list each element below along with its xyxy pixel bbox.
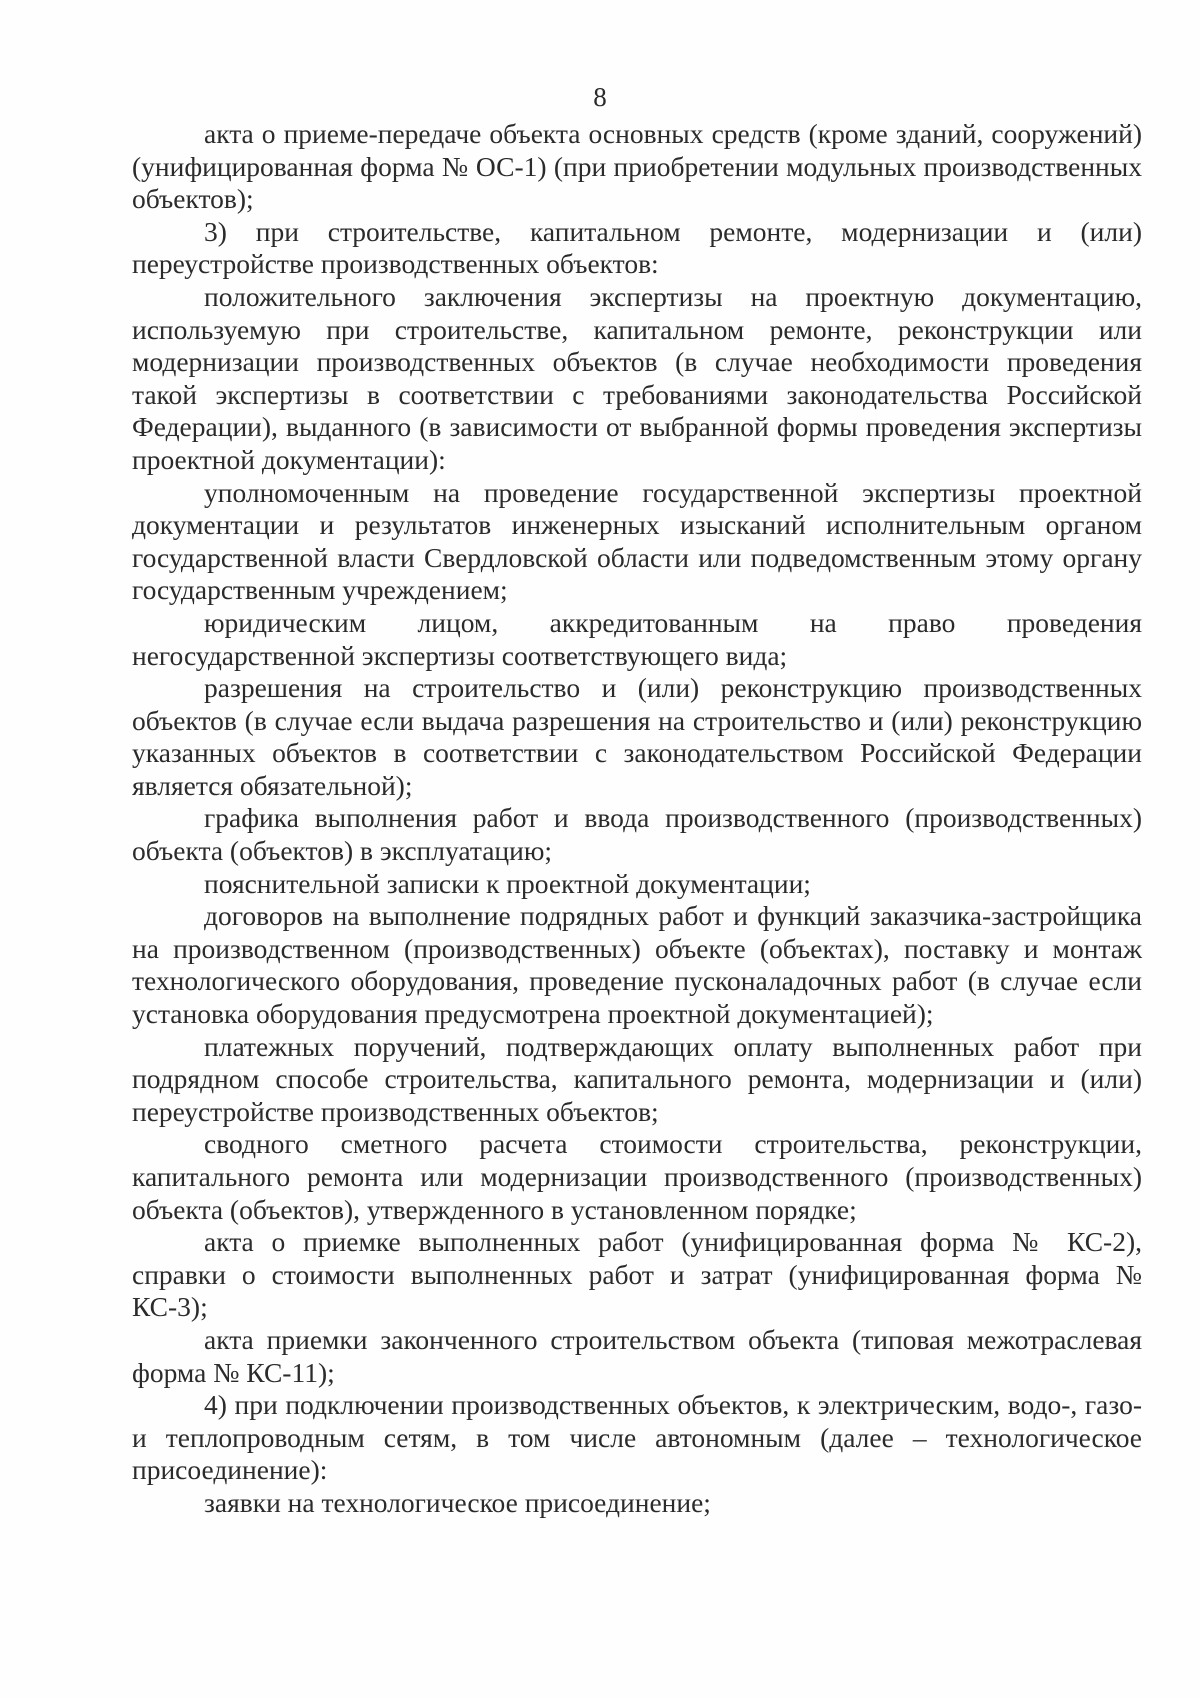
paragraph-act-ks2: акта о приемке выполненных работ (унифицированная форма № КС-2), справки о стоимости выполненных работ и затрат (унифицированная форма № КС-3); [132, 1226, 1142, 1323]
paragraph-cost-estimate: сводного сметного расчета стоимости строительства, реконструкции, капитального ремонта или модернизации производственного (производственных) объекта (объектов), утвержденного в установленном порядке; [132, 1128, 1142, 1225]
page-number: 8 [593, 82, 607, 112]
paragraph-act-ks11: акта приемки законченного строительством объекта (типовая межотраслевая форма № КС-11); [132, 1323, 1142, 1388]
paragraph-expertise-conclusion: положительного заключения экспертизы на проектную документацию, используемую при строительстве, капитальном ремонте, реконструкции или модернизации производственных объектов (в случае необходимости проведения такой экспертизы в соответствии с требованиями законодательства Российской Федерации), выданного (в зависимости от выбранной формы проведения экспертизы проектной документации): [132, 280, 1142, 475]
paragraph-contracts: договоров на выполнение подрядных работ и функций заказчика-застройщика на производственном (производственных) объекте (объектах), поставку и монтаж технологического оборудования, проведение пусконаладочных работ (в случае если установка оборудования предусмотрена проектной документацией); [132, 900, 1142, 1030]
paragraph-payment-orders: платежных поручений, подтверждающих оплату выполненных работ при подрядном способе строительства, капитального ремонта, модернизации и (или) переустройстве производственных объектов; [132, 1030, 1142, 1127]
paragraph-explanatory-note: пояснительной записки к проектной документации; [204, 867, 811, 899]
paragraph-item-3: 3) при строительстве, капитальном ремонте, модернизации и (или) переустройстве производственных объектов: [132, 215, 1142, 280]
paragraph-item-4: 4) при подключении производственных объектов, к электрическим, водо-, газо- и теплопроводным сетям, в том числе автономным (далее – технологическое присоединение): [132, 1389, 1142, 1486]
paragraph-accredited-entity: юридическим лицом, аккредитованным на право проведения негосударственной экспертизы соответствующего вида; [132, 606, 1142, 671]
paragraph-construction-permit: разрешения на строительство и (или) реконструкцию производственных объектов (в случае если выдача разрешения на строительство и (или) реконструкцию указанных объектов в соответствии с законодательством Российской Федерации является обязательной); [132, 672, 1142, 801]
paragraph-act-os1: акта о приеме-передаче объекта основных средств (кроме зданий, сооружений) (унифицированная форма № ОС-1) (при приобретении модульных производственных объектов); [132, 118, 1142, 215]
paragraph-connection-request: заявки на технологическое присоединение; [204, 1486, 711, 1518]
document-body [132, 118, 1142, 1520]
paragraph-work-schedule: графика выполнения работ и ввода производственного (производственных) объекта (объектов) в эксплуатацию; [132, 802, 1142, 867]
paragraph-authorized-body: уполномоченным на проведение государственной экспертизы проектной документации и результатов инженерных изысканий исполнительным органом государственной власти Свердловской области или подведомственным этому органу государственным учреждением; [132, 476, 1142, 606]
